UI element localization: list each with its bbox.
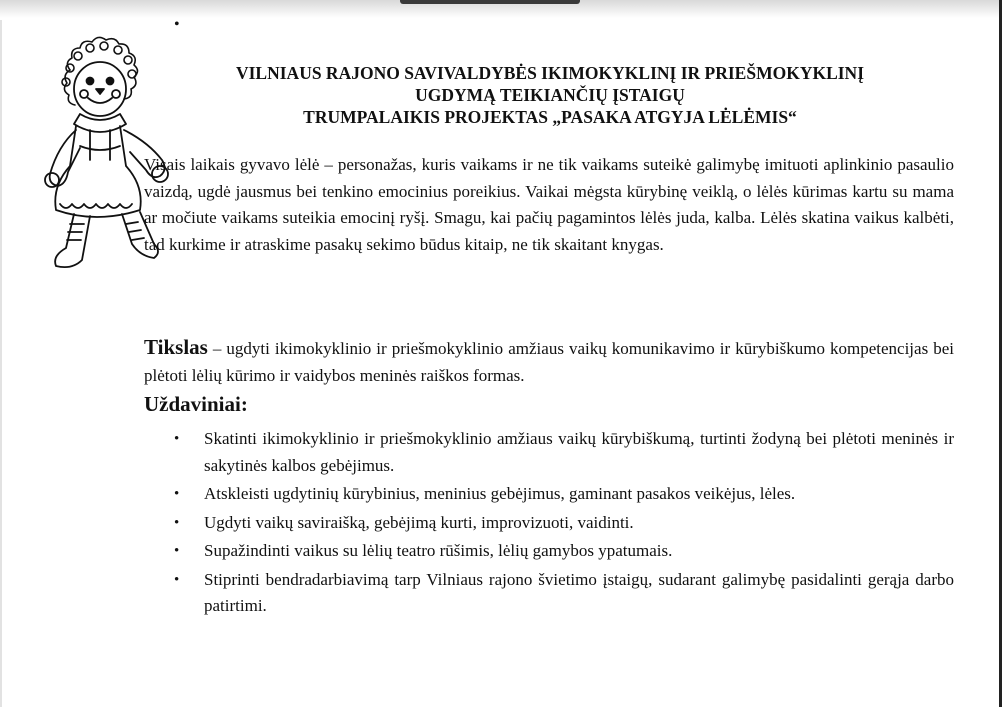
list-item [174,567,954,620]
task-text: Supažindinti vaikus su lėlių teatro rūšimis, lėlių gamybos ypatumais. [204,541,673,560]
list-item [174,426,954,479]
bullet-icon: • [174,571,180,588]
bullet-icon: • [174,514,180,531]
task-text: Stiprinti bendradarbiavimą tarp Vilniaus rajono švietimo įstaigų, sudarant galimybę pasidalinti gerąja darbo patirtimi. [204,569,954,615]
list-item [174,510,954,537]
goal-text: – ugdyti ikimokyklinio ir priešmokyklinio amžiaus vaikų komunikavimo ir kūrybiškumo kompetencijas bei plėtoti lėlių kūrimo ir vaidybos meninės raiškos formas. [144,339,954,385]
bullet-icon: • [174,431,180,447]
tasks-heading: Uždaviniai: [144,392,248,416]
scroll-handle[interactable] [400,0,580,4]
goal-heading: Tikslas [144,335,208,359]
page-left-edge [0,20,2,707]
tasks-list [174,426,954,622]
goal-paragraph [144,334,954,389]
title-line-1: VILNIAUS RAJONO SAVIVALDYBĖS IKIMOKYKLINĮ IR PRIEŠMOKYKLINĮ [235,63,865,83]
bullet-icon: • [174,486,180,502]
intro-paragraph: Visais laikais gyvavo lėlė – personažas, kuris vaikams ir ne tik vaikams suteikė galimybę imituoti aplinkinio pasaulio vaizdą, ugdė jausmus bei tenkino emocinius poreikius. Vaikai mėgsta kūrybinę veiklą, o lėlės kūrimas kartu su mama ar močiute vaikams suteikia emocinį ryšį. Smagu, kai pačių pagamintos lėlės juda, kalba. Lėlės skatina vaikus kalbėti, tad kurkime ir atraskime pasakų sekimo būdus kitaip, ne tik skaitant knygas. [144,155,954,254]
bullet-icon: • [174,543,180,559]
title-line-2: UGDYMĄ TEIKIANČIŲ ĮSTAIGŲ [415,85,685,105]
document-title [140,62,960,128]
stray-bullet: • [174,16,180,33]
list-item [174,481,954,508]
task-text: Skatinti ikimokyklinio ir priešmokyklinio amžiaus vaikų kūrybiškumą, turtinti žodyną bei plėtoti meninės ir sakytinės kalbos gebėjimus. [204,429,954,475]
doll-left-arm [50,130,80,186]
task-text: Atskleisti ugdytinių kūrybinius, meninius gebėjimus, gaminant pasakos veikėjus, lėles. [204,484,796,503]
title-line-3: TRUMPALAIKIS PROJEKTAS „PASAKA ATGYJA LĖLĖMIS“ [303,107,797,127]
task-text: Ugdyti vaikų saviraišką, gebėjimą kurti, improvizuoti, vaidinti. [204,512,634,532]
list-item [174,538,954,565]
